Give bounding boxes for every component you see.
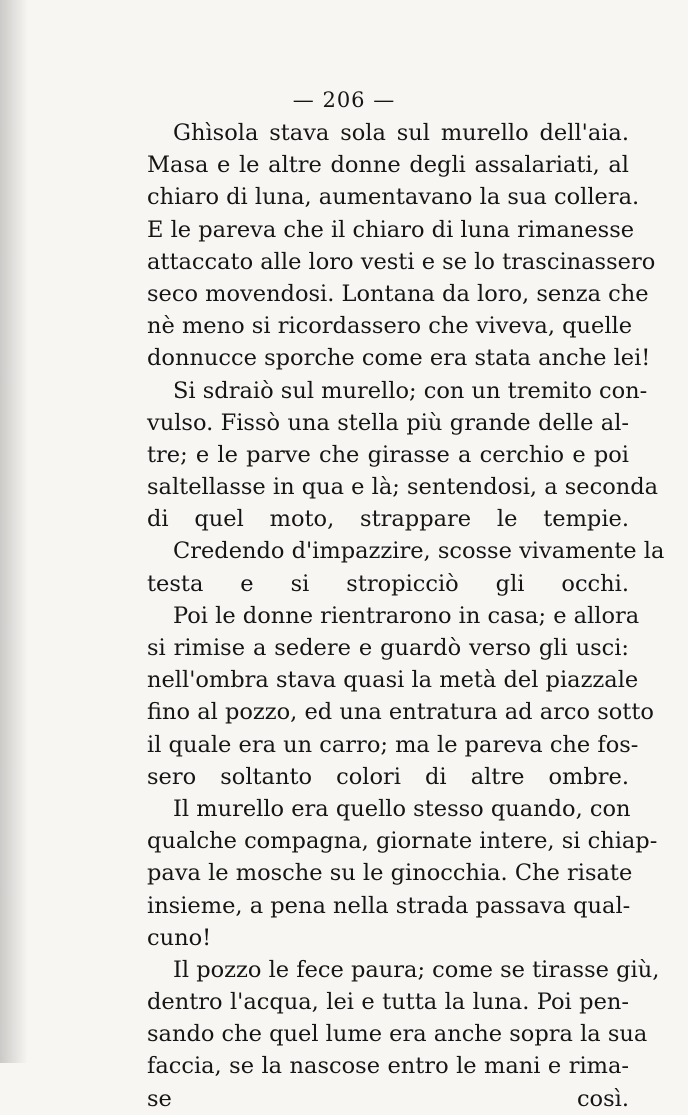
text-line: E le pareva che il chiaro di luna rimanesse <box>147 216 635 243</box>
paragraph <box>147 535 665 599</box>
text-line: faccia, se la nascose entro le mani e rima- <box>147 1053 629 1080</box>
text-line: Masa e le altre donne degli assalariati, al <box>147 152 629 179</box>
paragraph <box>147 117 656 375</box>
text-line: Si sdraiò sul murello; con un tremito con- <box>173 377 648 404</box>
text-line: testa e si stropicciò gli occhi. <box>147 570 629 597</box>
text-line: attaccato alle loro vesti e se lo trascinassero <box>147 248 656 275</box>
text-line: Credendo d'impazzire, scosse vivamente la <box>173 538 665 565</box>
text-line: cuno! <box>147 924 212 951</box>
text-line: vulso. Fissò una stella più grande delle al- <box>147 409 629 436</box>
page-number: — 206 — <box>292 88 396 112</box>
text-line: se così. <box>147 1085 629 1112</box>
text-line: Ghìsola stava sola sul murello dell'aia. <box>173 120 629 146</box>
text-line: qualche compagna, giornate intere, si chiap- <box>147 828 658 855</box>
text-line: pava le mosche su le ginocchia. Che risate <box>147 860 633 887</box>
paragraph <box>147 375 659 536</box>
text-line: dentro l'acqua, lei e tutta la luna. Poi pen- <box>147 989 629 1016</box>
paragraph <box>147 600 654 793</box>
text-line: tre; e le parve che girasse a cerchio e poi <box>147 441 629 468</box>
text-line: donnucce sporche come era stata anche lei! <box>147 345 651 372</box>
text-line: nè meno si ricordassero che viveva, quelle <box>147 313 633 340</box>
text-line: si rimise a sedere e guardò verso gli usci: <box>147 635 629 661</box>
body-text <box>147 117 665 1115</box>
text-line: saltellasse in qua e là; sentendosi, a seconda <box>147 474 659 501</box>
text-line: seco movendosi. Lontana da loro, senza che <box>147 280 649 307</box>
text-line: il quale era un carro; ma le pareva che fos- <box>147 731 639 758</box>
text-line: chiaro di luna, aumentavano la sua collera. <box>147 184 640 211</box>
text-line: nell'ombra stava quasi la metà del piazzale <box>147 667 639 694</box>
text-line: insieme, a pena nella strada passava qual- <box>147 892 631 919</box>
text-line: sando che quel lume era anche sopra la sua <box>147 1021 648 1048</box>
text-line: sero soltanto colori di altre ombre. <box>147 763 629 790</box>
page-edge-shadow <box>0 0 28 1063</box>
text-line: di quel moto, strappare le tempie. <box>147 506 629 533</box>
paragraph <box>147 954 660 1115</box>
text-line: Il murello era quello stesso quando, con <box>173 795 631 822</box>
text-line: Poi le donne rientrarono in casa; e allora <box>173 602 640 629</box>
paragraph <box>147 793 658 954</box>
text-line: fino al pozzo, ed una entratura ad arco sotto <box>147 699 654 726</box>
text-line: Il pozzo le fece paura; come se tirasse giù, <box>173 956 660 983</box>
